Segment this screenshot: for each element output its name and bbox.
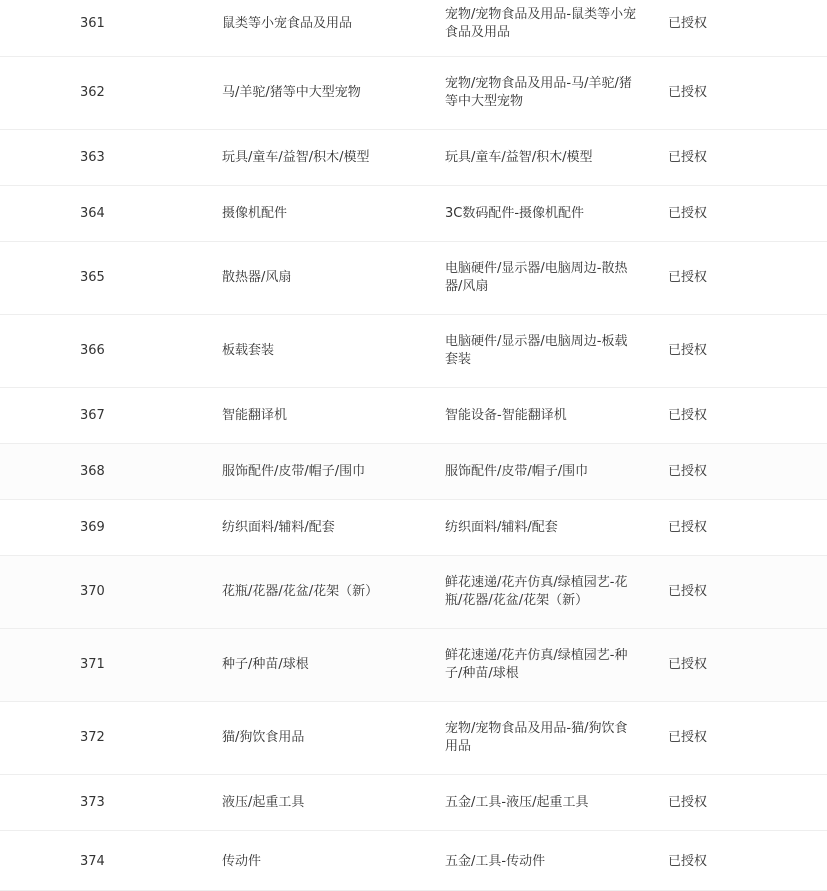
table-row bbox=[0, 186, 827, 242]
row-id: 367 bbox=[80, 407, 105, 423]
row-id: 370 bbox=[80, 584, 105, 599]
row-id: 365 bbox=[80, 270, 105, 285]
row-status: 已授权 bbox=[668, 730, 708, 745]
row-category-path: 纺织面料/辅料/配套 bbox=[445, 519, 558, 535]
table-row bbox=[0, 0, 827, 57]
row-status: 已授权 bbox=[668, 407, 708, 423]
row-category-path: 宠物/宠物食品及用品-猫/狗饮食用品 bbox=[445, 721, 628, 754]
row-category-name: 种子/种苗/球根 bbox=[222, 657, 309, 672]
row-status: 已授权 bbox=[668, 205, 708, 221]
row-id: 364 bbox=[80, 205, 105, 221]
row-id: 361 bbox=[80, 15, 105, 31]
row-category-name: 鼠类等小宠食品及用品 bbox=[222, 15, 353, 31]
row-category-path: 3C数码配件-摄像机配件 bbox=[445, 205, 585, 221]
row-id: 368 bbox=[80, 463, 105, 479]
row-category-name: 马/羊驼/猪等中大型宠物 bbox=[222, 85, 361, 100]
table-row bbox=[0, 388, 827, 444]
table-row bbox=[0, 500, 827, 556]
row-id: 371 bbox=[80, 657, 105, 672]
table-row bbox=[0, 831, 827, 891]
row-status: 已授权 bbox=[668, 15, 708, 31]
row-status: 已授权 bbox=[668, 343, 708, 358]
row-category-name: 散热器/风扇 bbox=[222, 270, 292, 285]
row-status: 已授权 bbox=[668, 854, 708, 869]
table-row bbox=[0, 775, 827, 831]
row-status: 已授权 bbox=[668, 270, 708, 285]
table-row bbox=[0, 315, 827, 388]
row-status: 已授权 bbox=[668, 149, 708, 165]
row-category-path: 宠物/宠物食品及用品-鼠类等小宠食品及用品 bbox=[445, 6, 637, 40]
row-category-name: 液压/起重工具 bbox=[222, 794, 305, 810]
row-category-name: 纺织面料/辅料/配套 bbox=[222, 519, 335, 535]
table-row bbox=[0, 702, 827, 775]
row-category-name: 花瓶/花器/花盆/花架（新） bbox=[222, 584, 379, 599]
row-category-name: 智能翻译机 bbox=[222, 407, 288, 423]
row-status: 已授权 bbox=[668, 794, 708, 810]
row-category-path: 五金/工具-液压/起重工具 bbox=[445, 794, 589, 810]
row-category-path: 电脑硬件/显示器/电脑周边-板载套装 bbox=[445, 334, 628, 367]
row-category-path: 电脑硬件/显示器/电脑周边-散热器/风扇 bbox=[445, 261, 628, 294]
row-category-name: 摄像机配件 bbox=[222, 205, 288, 221]
row-id: 362 bbox=[80, 85, 105, 100]
row-category-name: 猫/狗饮食用品 bbox=[222, 730, 305, 745]
row-category-name: 传动件 bbox=[222, 854, 262, 869]
row-status: 已授权 bbox=[668, 85, 708, 100]
row-category-path: 玩具/童车/益智/积木/模型 bbox=[445, 149, 593, 165]
row-category-path: 服饰配件/皮带/帽子/围巾 bbox=[445, 463, 589, 479]
table-row bbox=[0, 629, 827, 702]
row-status: 已授权 bbox=[668, 584, 708, 599]
row-id: 369 bbox=[80, 519, 105, 535]
table-row bbox=[0, 57, 827, 130]
table-row bbox=[0, 556, 827, 629]
row-category-path: 鲜花速递/花卉仿真/绿植园艺-种子/种苗/球根 bbox=[445, 648, 628, 681]
row-category-path: 宠物/宠物食品及用品-马/羊驼/猪等中大型宠物 bbox=[445, 76, 632, 109]
row-id: 366 bbox=[80, 343, 105, 358]
row-status: 已授权 bbox=[668, 519, 708, 535]
row-category-path: 鲜花速递/花卉仿真/绿植园艺-花瓶/花器/花盆/花架（新） bbox=[445, 575, 628, 608]
row-id: 372 bbox=[80, 730, 105, 745]
row-category-name: 板载套装 bbox=[222, 343, 275, 358]
row-category-name: 玩具/童车/益智/积木/模型 bbox=[222, 149, 370, 165]
row-id: 363 bbox=[80, 149, 105, 165]
row-category-name: 服饰配件/皮带/帽子/围巾 bbox=[222, 463, 366, 479]
table-row bbox=[0, 242, 827, 315]
row-status: 已授权 bbox=[668, 463, 708, 479]
row-id: 374 bbox=[80, 854, 105, 869]
row-id: 373 bbox=[80, 794, 105, 810]
row-category-path: 五金/工具-传动件 bbox=[445, 854, 546, 869]
table-row bbox=[0, 444, 827, 500]
row-category-path: 智能设备-智能翻译机 bbox=[445, 407, 567, 423]
row-status: 已授权 bbox=[668, 657, 708, 672]
table-row bbox=[0, 130, 827, 186]
